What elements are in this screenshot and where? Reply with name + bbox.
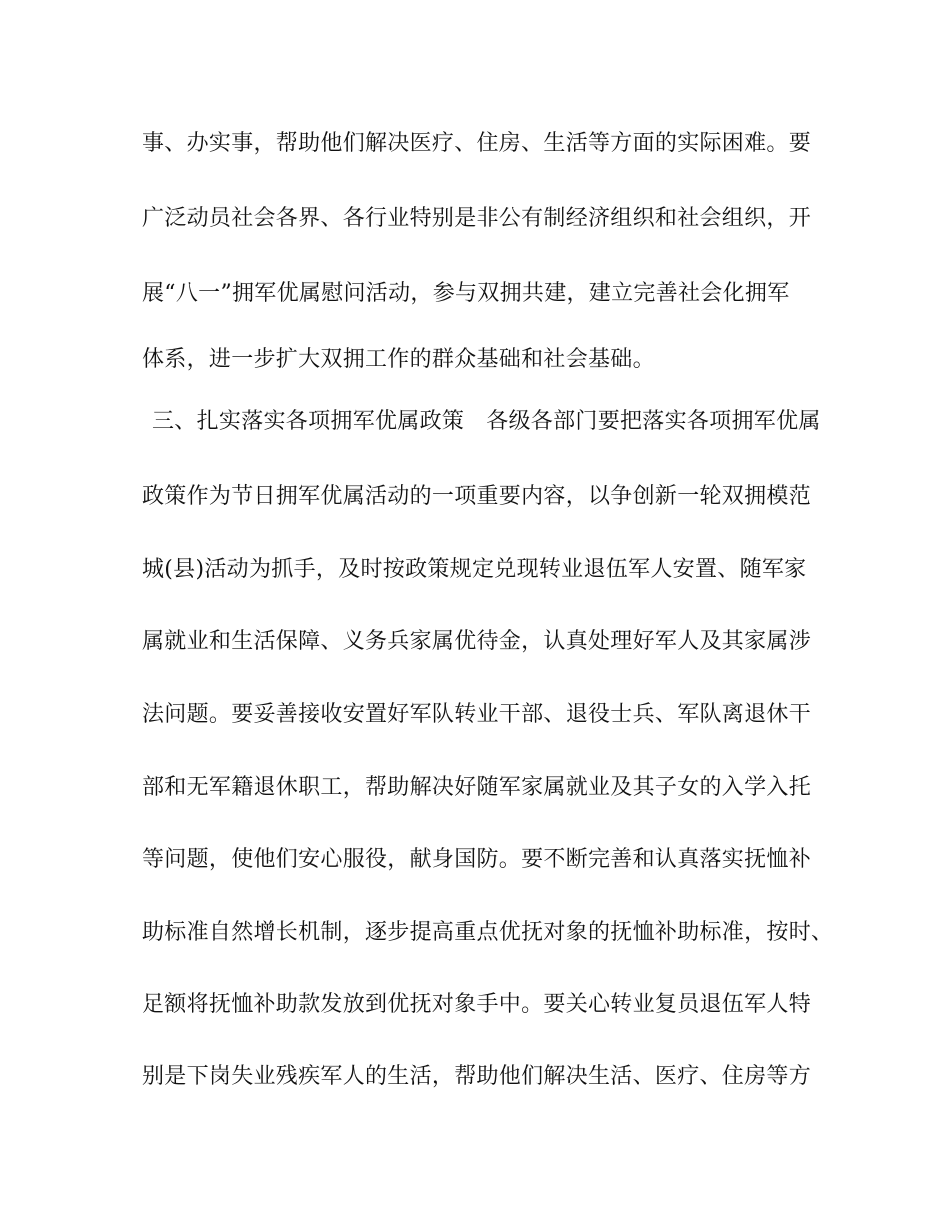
paragraph-line: 等问题，使他们安心服役，献身国防。要不断完善和认真落实抚恤补 bbox=[142, 847, 812, 872]
paragraph-line: 法问题。要妥善接收安置好军队转业干部、退役士兵、军队离退休干 bbox=[142, 702, 812, 727]
section-heading-line bbox=[152, 407, 821, 437]
paragraph-line: 别是下岗失业残疾军人的生活，帮助他们解决生活、医疗、住房等方 bbox=[142, 1064, 812, 1089]
paragraph-line: 城(县)活动为抓手，及时按政策规定兑现转业退伍军人安置、随军家 bbox=[142, 557, 807, 582]
section-lead-text: 各级各部门要把落实各项拥军优属 bbox=[486, 409, 821, 434]
section-heading: 三、扎实落实各项拥军优属政策 bbox=[152, 409, 465, 434]
paragraph-line: 部和无军籍退休职工，帮助解决好随军家属就业及其子女的入学入托 bbox=[142, 775, 812, 800]
paragraph-line: 足额将抚恤补助款发放到优抚对象手中。要关心转业复员退伍军人特 bbox=[142, 992, 812, 1017]
paragraph-line: 事、办实事，帮助他们解决医疗、住房、生活等方面的实际困难。要 bbox=[142, 131, 812, 156]
paragraph-line: 政策作为节日拥军优属活动的一项重要内容，以争创新一轮双拥模范 bbox=[142, 484, 812, 509]
paragraph-line: 广泛动员社会各界、各行业特别是非公有制经济组织和社会组织，开 bbox=[142, 206, 812, 231]
paragraph-line: 属就业和生活保障、义务兵家属优待金，认真处理好军人及其家属涉 bbox=[142, 629, 812, 654]
paragraph-line: 体系，进一步扩大双拥工作的群众基础和社会基础。 bbox=[142, 347, 655, 372]
paragraph-line: 展“八一”拥军优属慰问活动，参与双拥共建，建立完善社会化拥军 bbox=[142, 281, 790, 306]
paragraph-line: 助标准自然增长机制，逐步提高重点优抚对象的抚恤补助标准，按时、 bbox=[142, 920, 834, 945]
